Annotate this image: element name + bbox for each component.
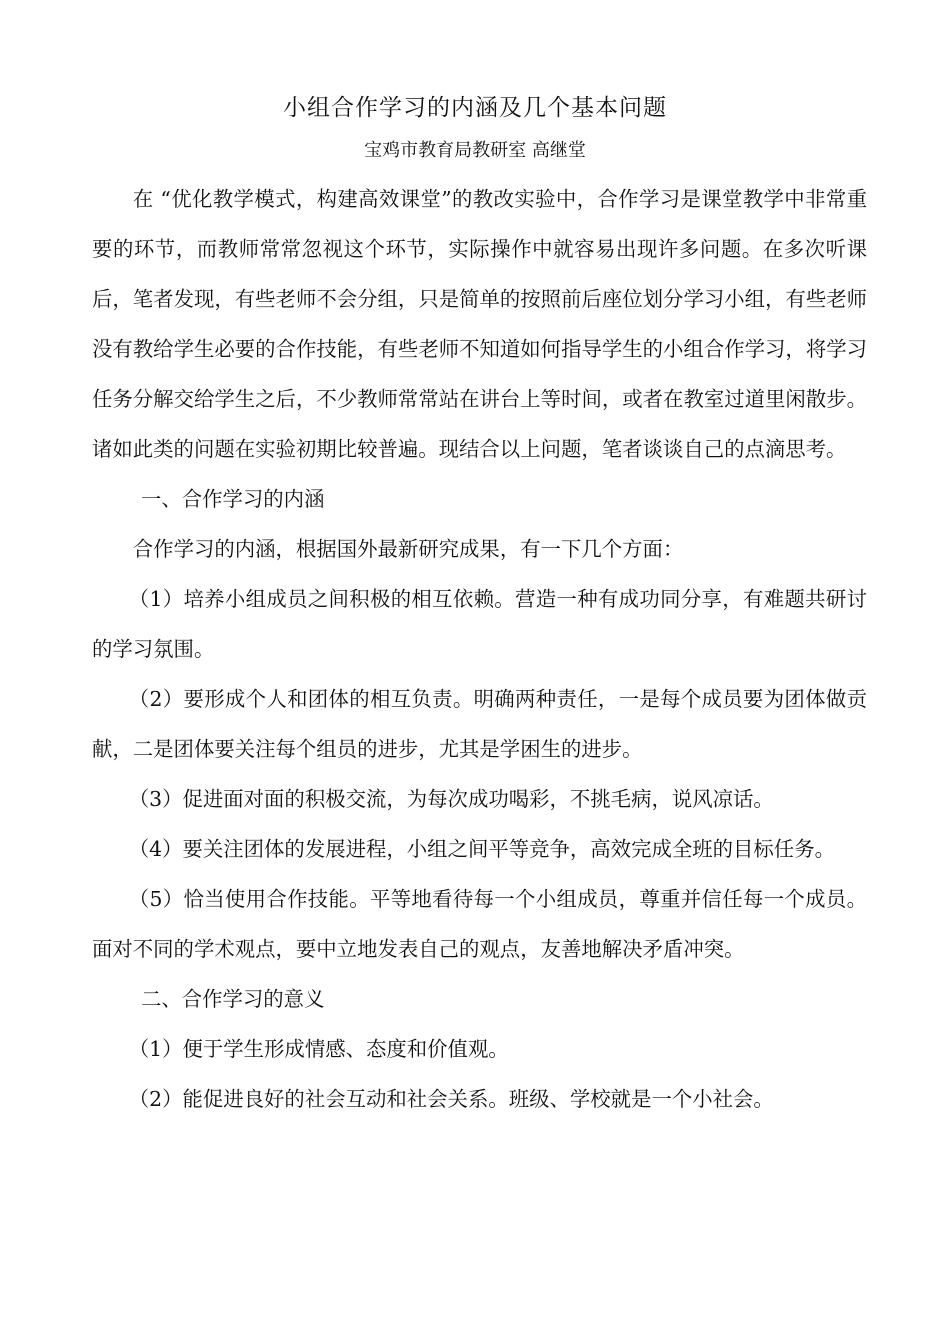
intro-paragraph: 在 “优化教学模式，构建高效课堂”的教改实验中，合作学习是课堂教学中非常重要的环节，而教师常常忽视这个环节，实际操作中就容易出现许多问题。在多次听课后，笔者发现，有些老师不会分组，只是简单的按照前后座位划分学习小组，有些老师没有教给学生必要的合作技能，有些老师不知道如何指导学生的小组合作学习，将学习任务分解交给学生之后，不少教师常常站在讲台上等时间，或者在教室过道里闲散步。诸如此类的问题在实验初期比较普遍。现结合以上问题，笔者谈谈自己的点滴思考。 bbox=[92, 187, 867, 461]
section-heading-1: 一、合作学习的内涵 bbox=[140, 487, 325, 511]
document-body bbox=[92, 174, 867, 1124]
list-item-5: （5）恰当使用合作技能。平等地看待每一个小组成员，尊重并信任每一个成员。面对不同的学术观点，要中立地发表自己的观点，友善地解决矛盾冲突。 bbox=[92, 887, 867, 961]
significance-item-2: （2）能促进良好的社会互动和社会关系。班级、学校就是一个小社会。 bbox=[128, 1087, 774, 1111]
document-title: 小组合作学习的内涵及几个基本问题 bbox=[283, 95, 667, 121]
section-lead-paragraph: 合作学习的内涵，根据国外最新研究成果，有一下几个方面： bbox=[132, 537, 684, 561]
list-item-3: （3）促进面对面的积极交流，为每次成功喝彩，不挑毛病，说风凉话。 bbox=[128, 787, 774, 811]
significance-item-1: （1）便于学生形成情感、态度和价值观。 bbox=[128, 1037, 509, 1061]
list-item-4: （4）要关注团体的发展进程，小组之间平等竞争，高效完成全班的目标任务。 bbox=[128, 837, 835, 861]
list-item-2: （2）要形成个人和团体的相互负责。明确两种责任，一是每个成员要为团体做贡献，二是团体要关注每个组员的进步，尤其是学困生的进步。 bbox=[92, 687, 867, 761]
section-heading-2: 二、合作学习的意义 bbox=[140, 987, 325, 1011]
document-author: 宝鸡市教育局教研室 高继堂 bbox=[364, 140, 586, 161]
list-item-1: （1）培养小组成员之间积极的相互依赖。营造一种有成功同分享，有难题共研讨的学习氛围。 bbox=[92, 587, 867, 661]
